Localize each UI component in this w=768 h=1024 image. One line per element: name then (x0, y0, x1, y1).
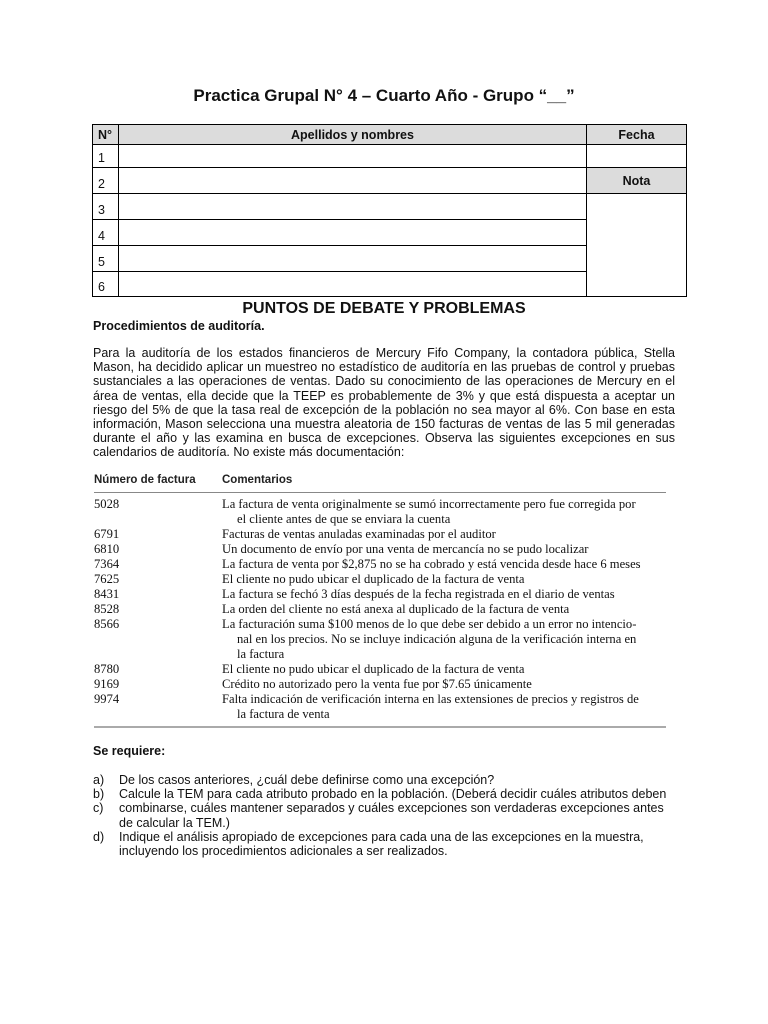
invoice-number: 9169 (94, 677, 120, 691)
invoice-row (94, 692, 666, 722)
name-cell[interactable] (119, 194, 587, 220)
invoice-comment (222, 677, 666, 692)
invoice-comment (222, 557, 666, 572)
comment-line: Falta indicación de verificación interna en las extensiones de precios y registros de (222, 692, 639, 706)
invoice-comment (222, 527, 666, 542)
name-cell[interactable] (119, 145, 587, 168)
name-cell[interactable] (119, 168, 587, 194)
date-column-header: Fecha (587, 125, 687, 145)
table-bottom-rule (94, 726, 666, 728)
requirement-item (93, 773, 675, 787)
requirement-item (93, 801, 675, 829)
number-column-header: N° (93, 125, 119, 145)
requirement-label: b) (93, 787, 105, 802)
invoice-number: 7625 (94, 572, 120, 586)
grade-header: Nota (587, 168, 687, 194)
invoice-comment (222, 617, 666, 662)
grade-cell[interactable] (587, 194, 687, 297)
requirements-heading: Se requiere: (93, 744, 166, 758)
requirement-text: Indique el análisis apropiado de excepciones para cada una de las excepciones en la muestra, incluyendo los procedimientos adicionales a ser realizados. (119, 829, 644, 859)
invoice-row (94, 677, 666, 692)
name-cell[interactable] (119, 272, 587, 297)
invoice-number: 7364 (94, 557, 120, 571)
comment-line: El cliente no pudo ubicar el duplicado de la factura de venta (222, 572, 525, 586)
invoice-number: 8566 (94, 617, 120, 631)
comments-header: Comentarios (222, 474, 293, 486)
row-number: 1 (93, 145, 119, 168)
name-cell[interactable] (119, 220, 587, 246)
invoice-comment (222, 542, 666, 557)
invoice-row (94, 542, 666, 557)
roster-row (93, 145, 687, 168)
comment-line: el cliente antes de que se enviara la cuenta (237, 512, 451, 526)
roster-row (93, 168, 687, 194)
row-number: 2 (93, 168, 119, 194)
comment-line: Crédito no autorizado pero la venta fue por $7.65 únicamente (222, 677, 532, 691)
comment-line: La factura de venta originalmente se sumó incorrectamente pero fue corregida por (222, 497, 636, 511)
page-title: Practica Grupal N° 4 – Cuarto Año - Grupo “__” (193, 86, 575, 105)
comment-line: La facturación suma $100 menos de lo que debe ser debido a un error no intencio- (222, 617, 637, 631)
invoice-row (94, 602, 666, 617)
requirement-item (93, 787, 675, 801)
invoice-comment (222, 572, 666, 587)
comment-line: El cliente no pudo ubicar el duplicado de la factura de venta (222, 662, 525, 676)
invoice-number: 6810 (94, 542, 120, 556)
roster-header-row (93, 125, 687, 145)
row-number: 4 (93, 220, 119, 246)
invoice-row (94, 587, 666, 602)
invoice-row (94, 497, 666, 527)
invoice-table-header (94, 474, 666, 493)
invoice-number: 8528 (94, 602, 120, 616)
invoice-rows (94, 493, 666, 722)
requirement-label: a) (93, 773, 105, 787)
invoice-row (94, 527, 666, 542)
invoice-number: 8780 (94, 662, 120, 676)
row-number: 5 (93, 246, 119, 272)
invoice-exceptions-table (94, 474, 666, 728)
case-description: Para la auditoría de los estados financieros de Mercury Fifo Company, la contadora pública, Stella Mason, ha decidido aplicar un muestreo no estadístico de auditoría en las pruebas de control y pruebas sustanciales a las operaciones de ventas. Dado su conocimiento de las operaciones de Mercury en el área de ventas, ella decide que la TEEP es probablemente de 3% y que está dispuesta a aceptar un riesgo del 5% de que la tasa real de excepción de la población no sea mayor al 6%. Con base en esta información, Mason selecciona una muestra aleatoria de 150 facturas de ventas de las 5 mil generadas durante el año y las examina en busca de excepciones. Observa las siguientes excepciones en sus calendarios de auditoría. No existe más documentación: (93, 346, 675, 460)
invoice-comment (222, 497, 666, 527)
invoice-number: 9974 (94, 692, 120, 706)
row-number: 3 (93, 194, 119, 220)
comment-line: La factura de venta por $2,875 no se ha cobrado y está vencida desde hace 6 meses (222, 557, 641, 571)
invoice-row (94, 662, 666, 677)
name-column-header: Apellidos y nombres (119, 125, 587, 145)
invoice-row (94, 572, 666, 587)
invoice-number-header: Número de factura (94, 474, 196, 486)
comment-line: la factura de venta (237, 707, 330, 721)
roster-row (93, 194, 687, 220)
requirement-label: c) (93, 801, 104, 816)
comment-line: Un documento de envío por una venta de mercancía no se pudo localizar (222, 542, 589, 556)
invoice-number: 5028 (94, 497, 120, 511)
requirement-text: combinarse, cuáles mantener separados y cuáles excepciones son verdaderas excepciones antes de calcular la TEM.) (119, 801, 664, 830)
comment-line: la factura (237, 647, 285, 661)
student-roster-table (92, 124, 687, 297)
invoice-row (94, 617, 666, 662)
subsection-heading: Procedimientos de auditoría. (93, 319, 265, 333)
requirements-list (93, 773, 675, 858)
section-heading: PUNTOS DE DEBATE Y PROBLEMAS (242, 300, 526, 317)
comment-line: La factura se fechó 3 días después de la fecha registrada en el diario de ventas (222, 587, 615, 601)
invoice-comment (222, 662, 666, 677)
invoice-comment (222, 692, 666, 722)
requirement-label: d) (93, 829, 105, 844)
requirement-text: Calcule la TEM para cada atributo probado en la población. (Deberá decidir cuáles atributos deben (119, 787, 667, 802)
invoice-number: 6791 (94, 527, 120, 541)
requirement-item (93, 830, 675, 858)
requirement-text: De los casos anteriores, ¿cuál debe definirse como una excepción? (119, 773, 495, 787)
invoice-comment (222, 602, 666, 617)
date-cell[interactable] (587, 145, 687, 168)
comment-line: La orden del cliente no está anexa al duplicado de la factura de venta (222, 602, 570, 616)
name-cell[interactable] (119, 246, 587, 272)
invoice-row (94, 557, 666, 572)
comment-line: Facturas de ventas anuladas examinadas por el auditor (222, 527, 496, 541)
invoice-comment (222, 587, 666, 602)
invoice-number: 8431 (94, 587, 120, 601)
row-number: 6 (93, 272, 119, 297)
comment-line: nal en los precios. No se incluye indicación alguna de la verificación interna en (237, 632, 637, 646)
